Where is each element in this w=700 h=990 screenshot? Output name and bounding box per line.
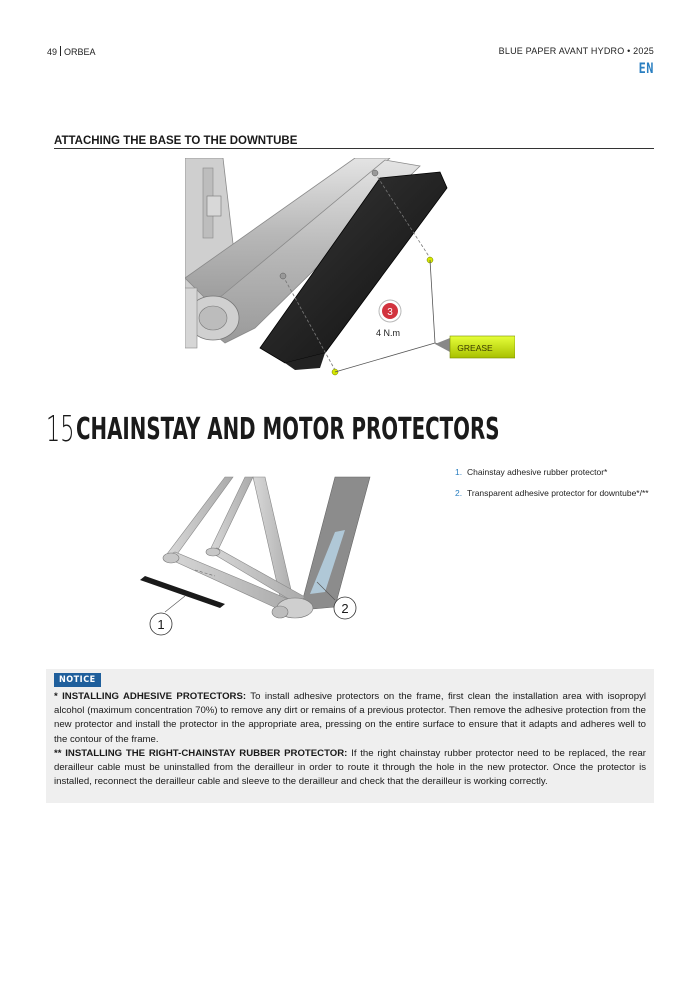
torque-value: 4 N.m [375,328,401,338]
notice-paragraph-2 [54,747,646,790]
chainstay-protectors-illustration [135,472,375,642]
list-item-text: Transparent adhesive protector for downtube*/** [467,488,649,498]
section-heading: ATTACHING THE BASE TO THE DOWNTUBE [54,135,654,149]
document-title: BLUE PAPER AVANT HYDRO • 2025 [498,46,654,56]
page-number: 49 [47,47,58,57]
list-item-number: 1. [455,467,463,477]
header-divider [60,46,61,56]
downtube-base-illustration [185,158,515,383]
list-item-text: Chainstay adhesive rubber protector* [467,467,608,477]
grease-label: GREASE [457,343,493,353]
notice-p1-title: * INSTALLING ADHESIVE PROTECTORS: [54,691,247,702]
notice-p1-text: To install adhesive protectors on the frame, first clean the installation area with isopropyl alcohol (maximum concentration 70%) to remove any dirt or remains of a previous protector. Then remove the adhesive protection from the new protector and install the protector in the appropriate area, pressing on the entire surface to ensure that it adapts and adheres well to the contour of the frame. [54,691,646,745]
chapter-title: CHAINSTAY AND MOTOR PROTECTORS [76,412,500,447]
notice-tag: NOTICE [54,673,101,687]
callout-2: 2 [341,601,349,616]
list-item [455,487,655,499]
brand-name: ORBEA [64,47,96,57]
parts-list [455,466,655,508]
step-number: 3 [387,307,393,318]
header-left [47,46,96,57]
language-badge: EN [638,61,654,77]
notice-paragraph-1 [54,690,646,747]
notice-body [54,690,646,789]
notice-box [46,669,654,803]
list-item-number: 2. [455,488,463,498]
chapter-number: 15 [46,409,75,450]
callout-1: 1 [157,617,165,632]
chapter-heading [46,406,700,450]
notice-p2-text: If the right chainstay rubber protector need to be replaced, the rear derailleur cable must be uninstalled from the derailleur in order to route it through the hole in the new protector. Once the protector is installed, reconnect the derailleur cable and sleeve to the derailleur and check that the derailleur is working correctly. [54,747,646,788]
list-item [455,466,655,478]
notice-p2-title: ** INSTALLING THE RIGHT-CHAINSTAY RUBBER PROTECTOR: [54,747,348,759]
chainstay-protector-part [140,576,225,608]
